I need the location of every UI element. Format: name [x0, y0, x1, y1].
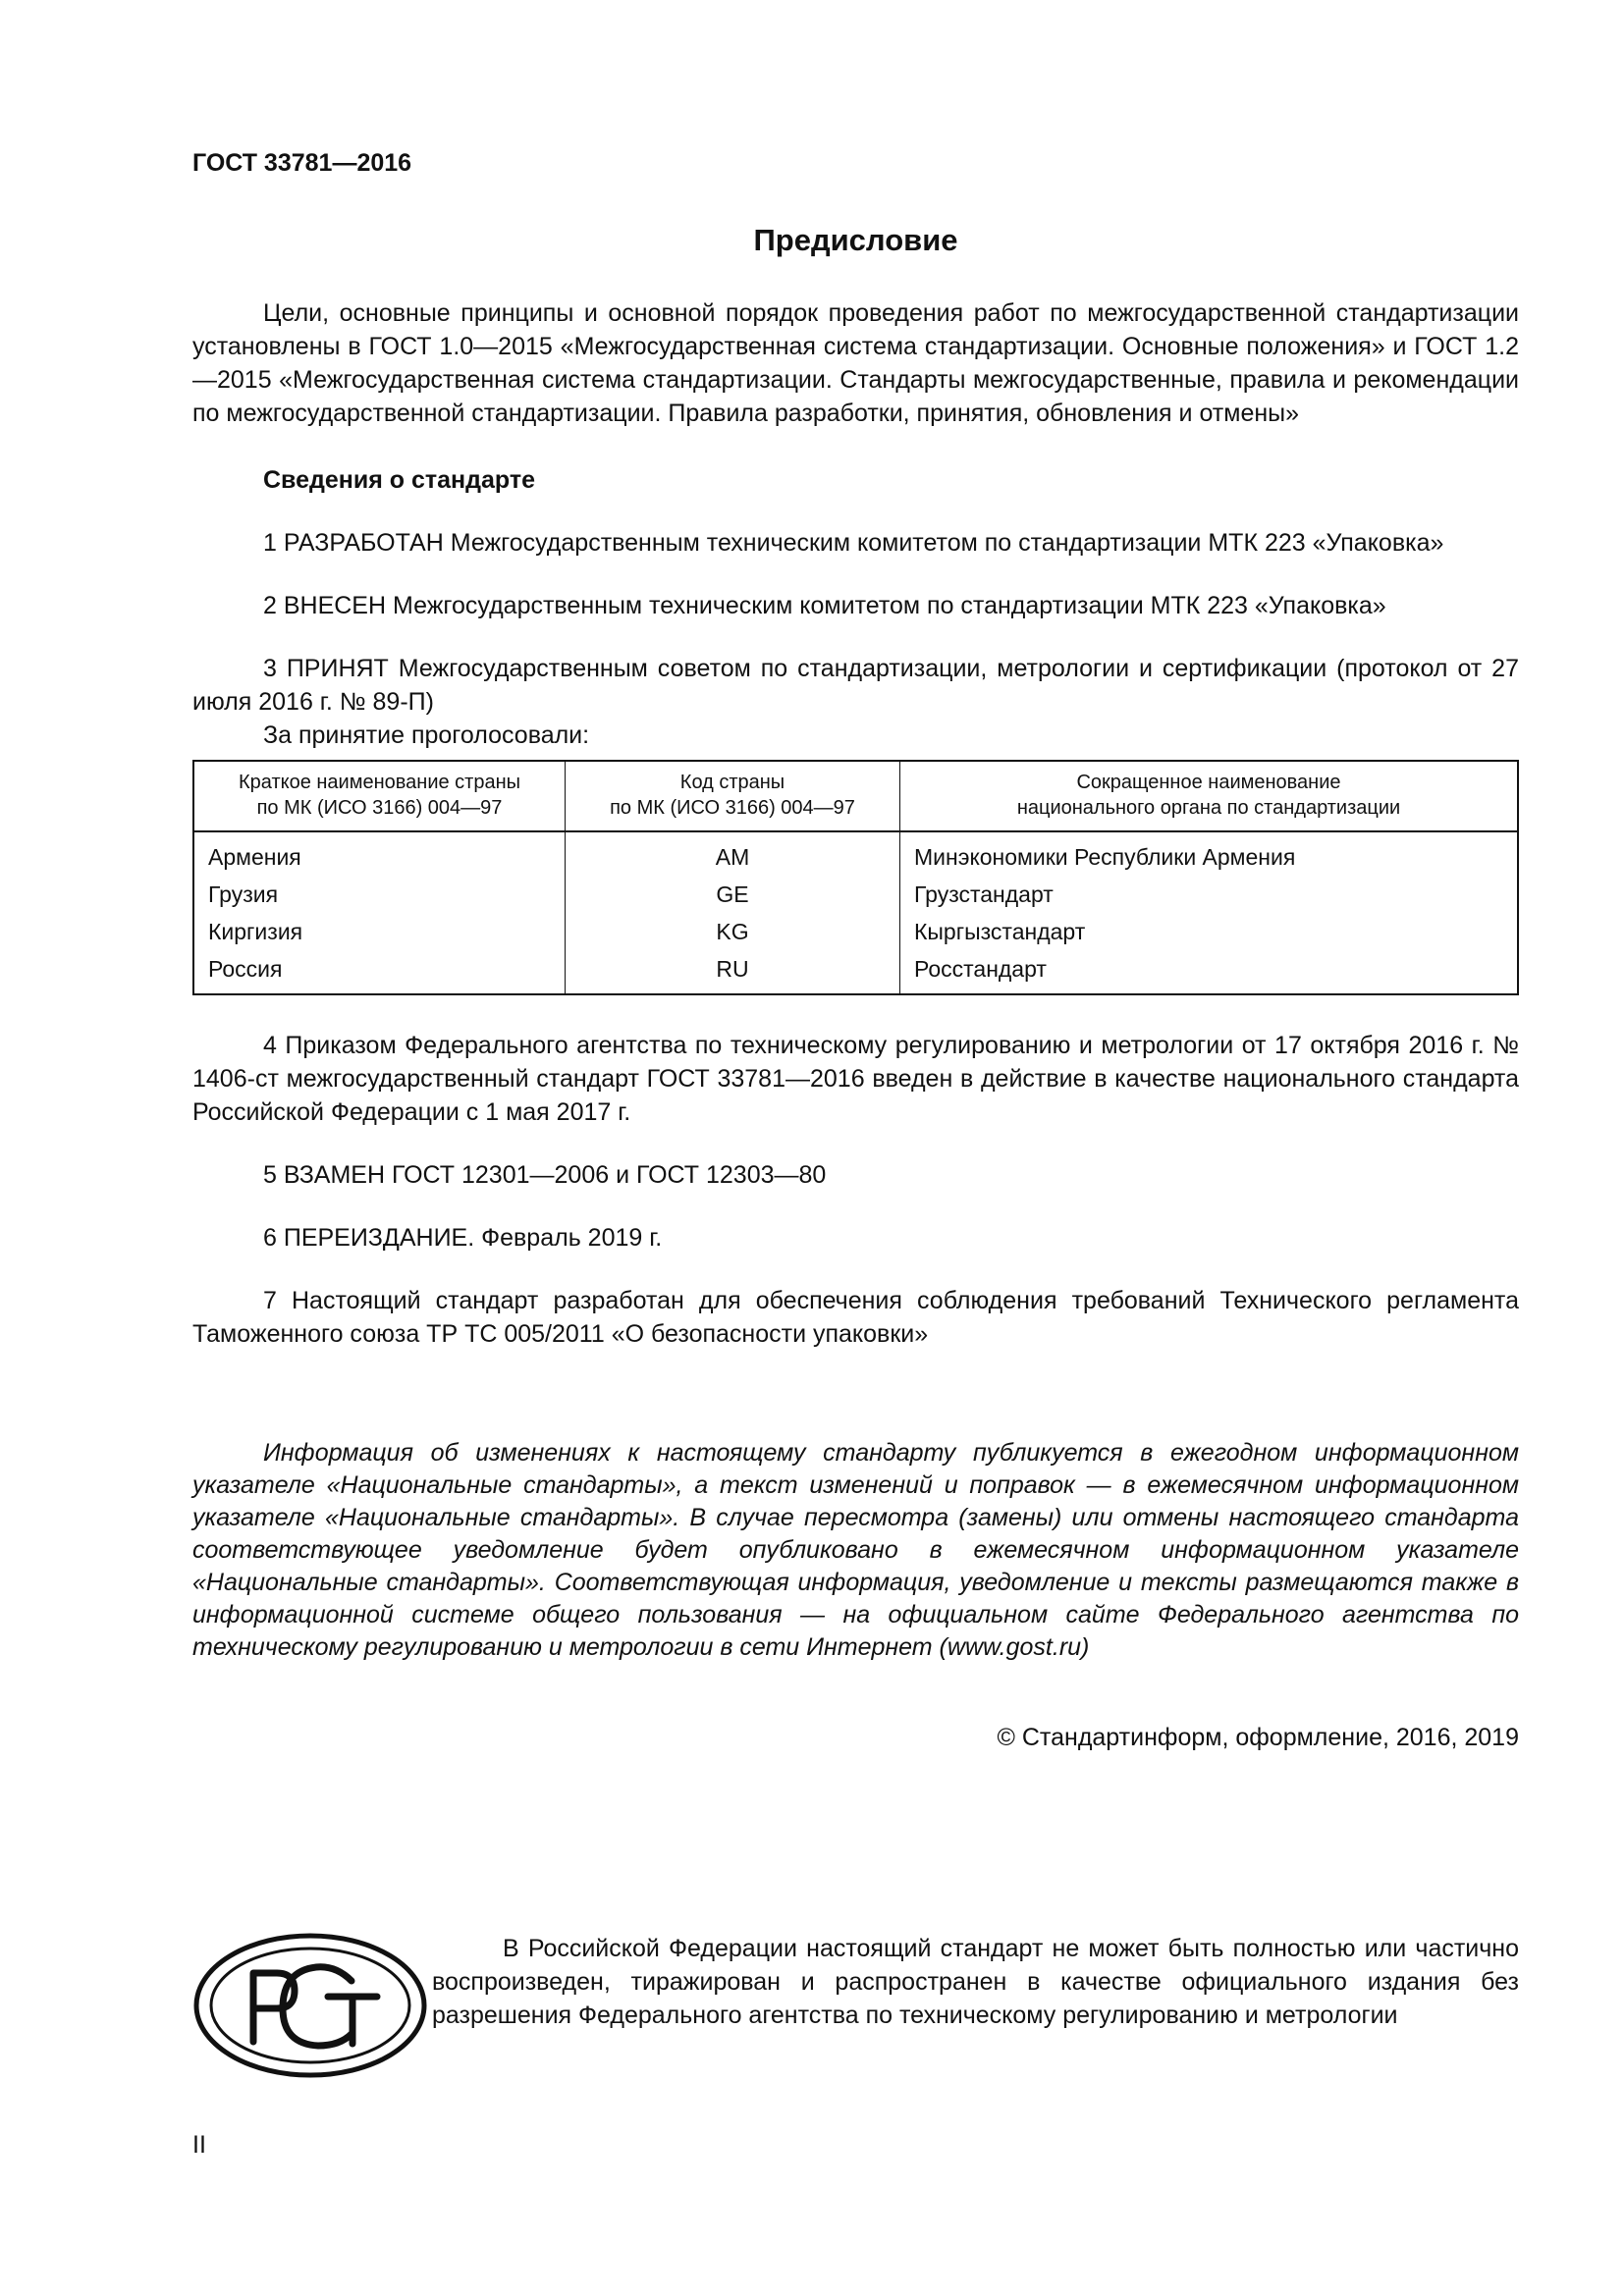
table-cell-body: Минэкономики Республики Армения — [914, 844, 1296, 870]
document-code: ГОСТ 33781—2016 — [192, 149, 412, 177]
item-developed: 1 РАЗРАБОТАН Межгосударственным техническим комитетом по стандартизации МТК 223 «Упаковка» — [263, 529, 1444, 557]
page-title: Предисловие — [753, 223, 958, 257]
table-cell-country: Армения — [193, 831, 566, 876]
member-states-table — [192, 760, 1519, 995]
table-cell-code: KG — [566, 913, 900, 950]
standard-info-heading: Сведения о стандарте — [263, 466, 536, 494]
table-row — [193, 913, 1518, 950]
rst-mark-text: РСТ — [310, 2072, 314, 2074]
rights-section — [192, 1932, 1519, 2079]
table-row — [193, 831, 1518, 876]
table-header-code: Код страны по МК (ИСО 3166) 004—97 — [566, 761, 900, 831]
item-submitted: 2 ВНЕСЕН Межгосударственным техническим комитетом по стандартизации МТК 223 «Упаковка» — [263, 592, 1386, 619]
table-cell-country: Россия — [193, 950, 566, 994]
reproduction-rights-notice: В Российской Федерации настоящий стандарт не может быть полностью или частично воспроизведен, тиражирован и распространен в качестве официального издания без разрешения Федерального агентства по техническому регулированию и метрологии — [432, 1935, 1519, 2029]
item-reissue: 6 ПЕРЕИЗДАНИЕ. Февраль 2019 г. — [263, 1224, 663, 1252]
document-body — [192, 224, 1519, 1754]
table-cell-code: RU — [566, 950, 900, 994]
table-cell-body: Кыргызстандарт — [914, 919, 1086, 944]
table-cell-country: Грузия — [193, 876, 566, 913]
table-row — [193, 950, 1518, 994]
table-cell-body: Грузстандарт — [914, 881, 1054, 907]
table-cell-code: GE — [566, 876, 900, 913]
intro-paragraph: Цели, основные принципы и основной порядок проведения работ по межгосударственной стандартизации установлены в ГОСТ 1.0—2015 «Межгосударственная система стандартизации. Основные положения» и ГОСТ 1.2—2015 «Межгосударственная система стандартизации. Стандарты межгосударственные, правила и рекомендации по межгосударственной стандартизации. Правила разработки, принятия, обновления и отмены» — [192, 299, 1519, 427]
copyright-line: © Стандартинформ, оформление, 2016, 2019 — [997, 1724, 1519, 1751]
table-header-row — [193, 761, 1518, 831]
changes-info-notice: Информация об изменениях к настоящему стандарту публикуется в ежегодном информационном указателе «Национальные стандарты», а текст изменений и поправок — в ежемесячном информационном указателе «Национальные стандарты». В случае пересмотра (замены) или отмены настоящего стандарта соответствующее уведомление будет опубликовано в ежемесячном информационном указателе «Национальные стандарты». Соответствующая информация, уведомление и тексты размещаются также в информационной системе общего пользования — на официальном сайте Федерального агентства по техническому регулированию и метрологии в сети Интернет (www.gost.ru) — [192, 1439, 1519, 1661]
table-header-body: Сокращенное наименование национального органа по стандартизации — [900, 761, 1519, 831]
table-header-country: Краткое наименование страны по МК (ИСО 3166) 004—97 — [193, 761, 566, 831]
item-purpose: 7 Настоящий стандарт разработан для обеспечения соблюдения требований Технического регламента Таможенного союза ТР ТС 005/2011 «О безопасности упаковки» — [192, 1287, 1519, 1348]
item-enacted: 4 Приказом Федерального агентства по техническому регулированию и метрологии от 17 октября 2016 г. № 1406-ст межгосударственный стандарт ГОСТ 33781—2016 введен в действие в качестве национального стандарта Российской Федерации с 1 мая 2017 г. — [192, 1032, 1519, 1126]
table-cell-code: AM — [566, 831, 900, 876]
table-cell-body: Росстандарт — [914, 956, 1047, 982]
voted-label: За принятие проголосовали: — [263, 721, 590, 749]
page-number: II — [192, 2131, 206, 2159]
item-adopted: 3 ПРИНЯТ Межгосударственным советом по стандартизации, метрологии и сертификации (протокол от 27 июля 2016 г. № 89-П) — [192, 655, 1519, 716]
rst-certification-mark-icon — [192, 1932, 428, 2079]
table-cell-country: Киргизия — [193, 913, 566, 950]
table-row — [193, 876, 1518, 913]
item-replaces: 5 ВЗАМЕН ГОСТ 12301—2006 и ГОСТ 12303—80 — [263, 1161, 827, 1189]
